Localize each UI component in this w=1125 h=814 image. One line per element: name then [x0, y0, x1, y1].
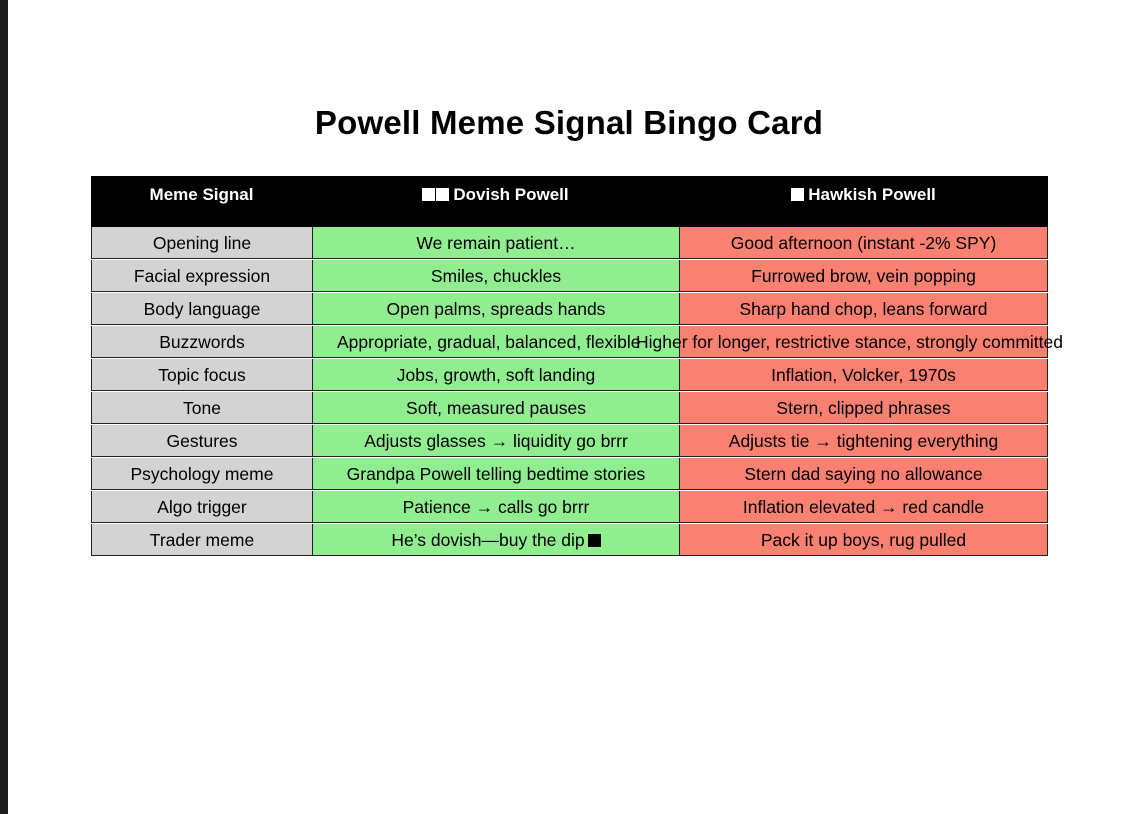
- dovish-text: He’s dovish—buy the dip: [391, 530, 585, 550]
- table-header: [91, 176, 1048, 227]
- dovish-cell: [312, 359, 679, 391]
- table-row: [91, 425, 1048, 458]
- hawkish-cell: [679, 227, 1048, 259]
- hawkish-cell: [636, 326, 1063, 358]
- dovish-text: Appropriate, gradual, balanced, flexible: [337, 332, 641, 352]
- hawkish-cell: [679, 359, 1048, 391]
- dovish-cell: [312, 458, 679, 490]
- header-meme-signal-label: Meme Signal: [149, 185, 254, 204]
- signal-cell: [91, 425, 312, 457]
- hawkish-text: Adjusts tie → tightening everything: [728, 431, 999, 451]
- signal-cell: [91, 326, 312, 358]
- dovish-text: Open palms, spreads hands: [386, 299, 606, 319]
- hawkish-text: Stern, clipped phrases: [776, 398, 951, 418]
- hawkish-cell: [679, 425, 1048, 457]
- hawkish-cell: [679, 458, 1048, 490]
- signal-text: Tone: [183, 398, 221, 418]
- signal-cell: [91, 524, 312, 556]
- table-row: [91, 326, 1063, 359]
- hawkish-text: Inflation, Volcker, 1970s: [771, 365, 956, 385]
- hawkish-text: Good afternoon (instant -2% SPY): [730, 233, 997, 253]
- signal-cell: [91, 293, 312, 325]
- dovish-text: Grandpa Powell telling bedtime stories: [346, 464, 646, 484]
- signal-cell: [91, 227, 312, 259]
- dovish-cell: [312, 392, 679, 424]
- signal-cell: [91, 359, 312, 391]
- signal-cell: [91, 392, 312, 424]
- dovish-text: Soft, measured pauses: [406, 398, 586, 418]
- dovish-cell: [312, 425, 679, 457]
- table-row: [91, 392, 1048, 425]
- header-dovish: [312, 176, 679, 216]
- table-row: [91, 227, 1048, 260]
- signal-text: Facial expression: [133, 266, 271, 286]
- signal-cell: [91, 260, 312, 292]
- hawkish-text: Stern dad saying no allowance: [744, 464, 983, 484]
- hawkish-cell: [679, 293, 1048, 325]
- table-row: [91, 260, 1048, 293]
- hawkish-cell: [679, 491, 1048, 523]
- header-hawkish: [679, 176, 1048, 216]
- table-row: [91, 293, 1048, 326]
- page-title: Powell Meme Signal Bingo Card: [314, 104, 824, 141]
- dovish-squares-icon: [422, 185, 449, 204]
- dovish-cell: [312, 227, 679, 259]
- hawkish-cell: [679, 260, 1048, 292]
- hawkish-text: Sharp hand chop, leans forward: [739, 299, 988, 319]
- dovish-cell: [312, 293, 679, 325]
- signal-cell: [91, 491, 312, 523]
- header-dovish-label: Dovish Powell: [453, 185, 569, 204]
- signal-text: Topic focus: [158, 365, 246, 385]
- table-row: [91, 524, 1048, 557]
- table-row: [91, 359, 1048, 392]
- table-row: [91, 491, 1048, 524]
- dovish-text: Jobs, growth, soft landing: [396, 365, 596, 385]
- dovish-cell: [312, 326, 679, 358]
- dovish-text: Smiles, chuckles: [430, 266, 562, 286]
- hawkish-cell: [679, 392, 1048, 424]
- dovish-cell: [312, 260, 679, 292]
- dovish-text: Adjusts glasses → liquidity go brrr: [364, 431, 628, 451]
- header-meme-signal: [91, 176, 312, 216]
- dovish-cell: [312, 491, 679, 523]
- hawkish-text: Furrowed brow, vein popping: [751, 266, 976, 286]
- signal-text: Psychology meme: [130, 464, 274, 484]
- signal-text: Buzzwords: [159, 332, 245, 352]
- dovish-text: Patience → calls go brrr: [402, 497, 590, 517]
- signal-text: Algo trigger: [157, 497, 247, 517]
- signal-text: Body language: [143, 299, 261, 319]
- hawkish-text: Higher for longer, restrictive stance, strongly committed: [636, 332, 1063, 352]
- signal-text: Trader meme: [149, 530, 255, 550]
- header-hawkish-label: Hawkish Powell: [808, 185, 936, 204]
- table-row: [91, 458, 1048, 491]
- signal-cell: [91, 458, 312, 490]
- hawkish-text: Inflation elevated → red candle: [742, 497, 985, 517]
- square-icon: [588, 534, 601, 547]
- hawkish-cell: [679, 524, 1048, 556]
- signal-text: Opening line: [152, 233, 252, 253]
- dovish-text: We remain patient…: [416, 233, 576, 253]
- signal-text: Gestures: [166, 431, 238, 451]
- dovish-cell: [312, 524, 679, 556]
- hawkish-text: Pack it up boys, rug pulled: [760, 530, 967, 550]
- hawkish-square-icon: [791, 188, 804, 201]
